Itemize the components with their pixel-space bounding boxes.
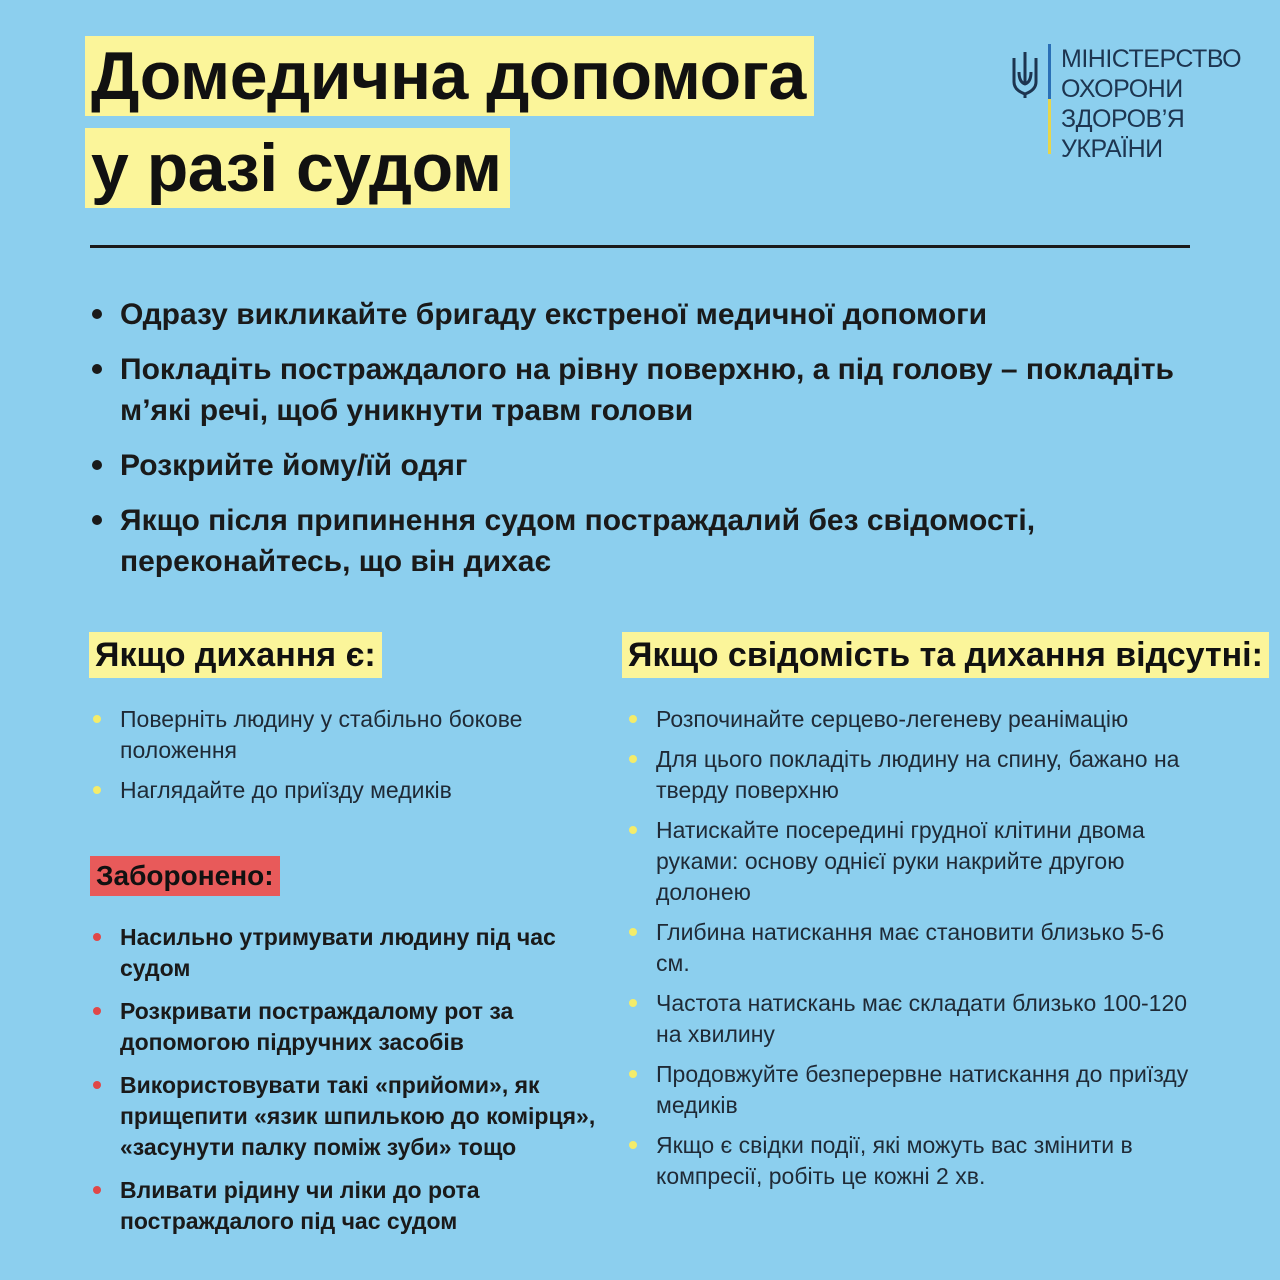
list-item: Частота натискань має складати близько 100-120 на хвилину — [624, 988, 1204, 1050]
main-step: Розкрийте йому/їй одяг — [88, 445, 1198, 486]
list-item: Насильно утримувати людину під час судом — [88, 922, 608, 984]
ministry-name-line: ЗДОРОВ’Я — [1061, 105, 1185, 133]
list-item: Розкривати постраждалому рот за допомогою підручних засобів — [88, 996, 608, 1058]
ministry-logo — [1010, 44, 1241, 164]
main-steps-list — [88, 294, 1198, 596]
list-item: Продовжуйте безперервне натискання до приїзду медиків — [624, 1059, 1204, 1121]
list-item: Поверніть людину у стабільно бокове положення — [88, 704, 558, 766]
list-item: Глибина натискання має становити близько 5-6 см. — [624, 917, 1204, 979]
trident-icon — [1010, 50, 1040, 100]
title-divider — [90, 245, 1190, 248]
list-item: Використовувати такі «прийоми», як прищепити «язик шпилькою до комірця», «засунути палку поміж зуби» тощо — [88, 1070, 608, 1163]
main-step: Якщо після припинення судом постраждалий без свідомості, переконайтесь, що він дихає — [88, 500, 1198, 582]
ministry-name-line: ОХОРОНИ — [1061, 75, 1183, 103]
forbidden-list — [88, 922, 608, 1249]
ministry-name-line: МІНІСТЕРСТВО — [1061, 45, 1242, 73]
list-item: Натискайте посередині грудної клітини двома руками: основу однієї руки накрийте другою долонею — [624, 815, 1204, 908]
page-title-line-1: Домедична допомога — [85, 36, 814, 116]
breathing-present-list — [88, 704, 558, 815]
list-item: Для цього покладіть людину на спину, бажано на тверду поверхню — [624, 744, 1204, 806]
page-title-line-2: у разі судом — [85, 128, 510, 208]
ministry-name — [1061, 44, 1241, 164]
list-item: Наглядайте до приїзду медиків — [88, 775, 558, 806]
logo-divider — [1048, 44, 1051, 154]
list-item: Якщо є свідки події, які можуть вас змінити в компресії, робіть це кожні 2 хв. — [624, 1130, 1204, 1192]
main-step: Покладіть постраждалого на рівну поверхню, а під голову – покладіть м’які речі, щоб уникнути травм голови — [88, 349, 1198, 431]
breathing-present-heading: Якщо дихання є: — [89, 632, 382, 678]
main-step: Одразу викликайте бригаду екстреної медичної допомоги — [88, 294, 1198, 335]
no-breathing-heading: Якщо свідомість та дихання відсутні: — [622, 632, 1269, 678]
list-item: Розпочинайте серцево-легеневу реанімацію — [624, 704, 1204, 735]
list-item: Вливати рідину чи ліки до рота постраждалого під час судом — [88, 1175, 608, 1237]
ministry-name-line: УКРАЇНИ — [1061, 135, 1163, 163]
no-breathing-list — [624, 704, 1204, 1201]
forbidden-heading: Заборонено: — [90, 856, 280, 896]
